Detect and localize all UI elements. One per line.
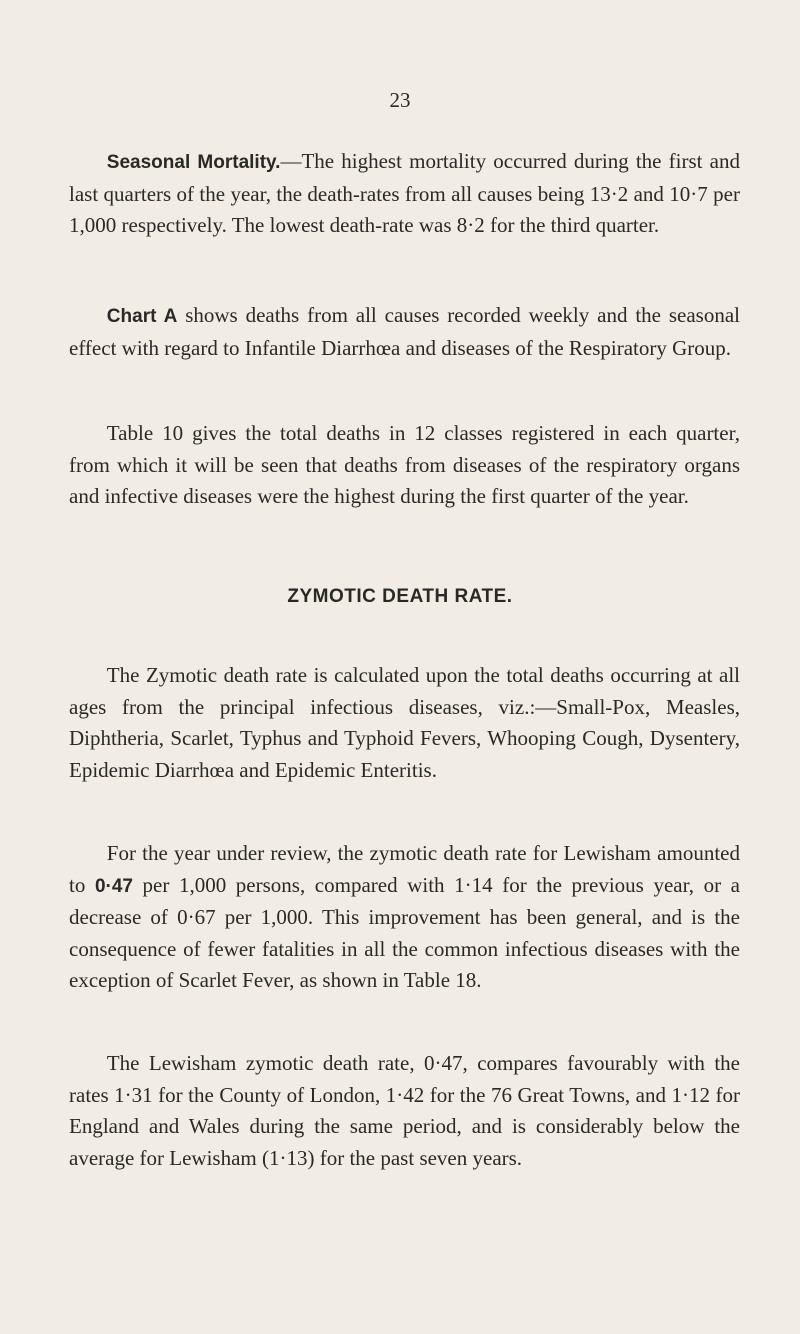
seasonal-mortality-paragraph [69,146,740,242]
seasonal-mortality-text: —The highest mortality occurred during the first and last quarters of the year, the death-rates from all causes being 13·2 and 10·7 per 1,000 respectively. The lowest death-rate was 8·2 for the third quarter. [69,149,740,237]
page-number: 23 [389,88,411,112]
chart-a-lead: Chart A [106,306,178,327]
lewisham-zymotic-rate: 0·47 [94,875,133,897]
chart-a-paragraph [69,300,740,364]
year-review-paragraph [69,838,740,997]
year-review-text-end: per 1,000 persons, compared with 1·14 for the previous year, or a decrease of 0·67 per 1,000. This improvement has been general, and is the consequence of fewer fatalities in all the common infectious diseases with the exception of Scarlet Fever, as shown in Table 18. [69,872,740,992]
chart-a-text: shows deaths from all causes recorded weekly and the seasonal effect with regard to Infantile Diarrhœa and diseases of the Respiratory Group. [69,303,740,360]
zymotic-death-rate-heading: ZYMOTIC DEATH RATE. [287,586,513,607]
year-review-text-start: For the year under review, the zymotic death rate for Lewisham amounted to [69,841,740,897]
seasonal-mortality-lead: Seasonal Mortality. [106,152,281,173]
zymotic-definition-paragraph: The Zymotic death rate is calculated upon the total deaths occurring at all ages from the principal infectious diseases, viz.:—Small-Pox, Measles, Diphtheria, Scarlet, Typhus and Typhoid Fevers, Whooping Cough, Dysentery, Epidemic Diarrhœa and Epidemic Enteritis. [69,663,740,782]
rate-comparison-paragraph: The Lewisham zymotic death rate, 0·47, compares favourably with the rates 1·31 for the County of London, 1·42 for the 76 Great Towns, and 1·12 for England and Wales during the same period, and is considerably below the average for Lewisham (1·13) for the past seven years. [69,1051,740,1170]
table-10-paragraph: Table 10 gives the total deaths in 12 classes registered in each quarter, from which it will be seen that deaths from diseases of the respiratory organs and infective diseases were the highest during the first quarter of the year. [69,421,740,508]
